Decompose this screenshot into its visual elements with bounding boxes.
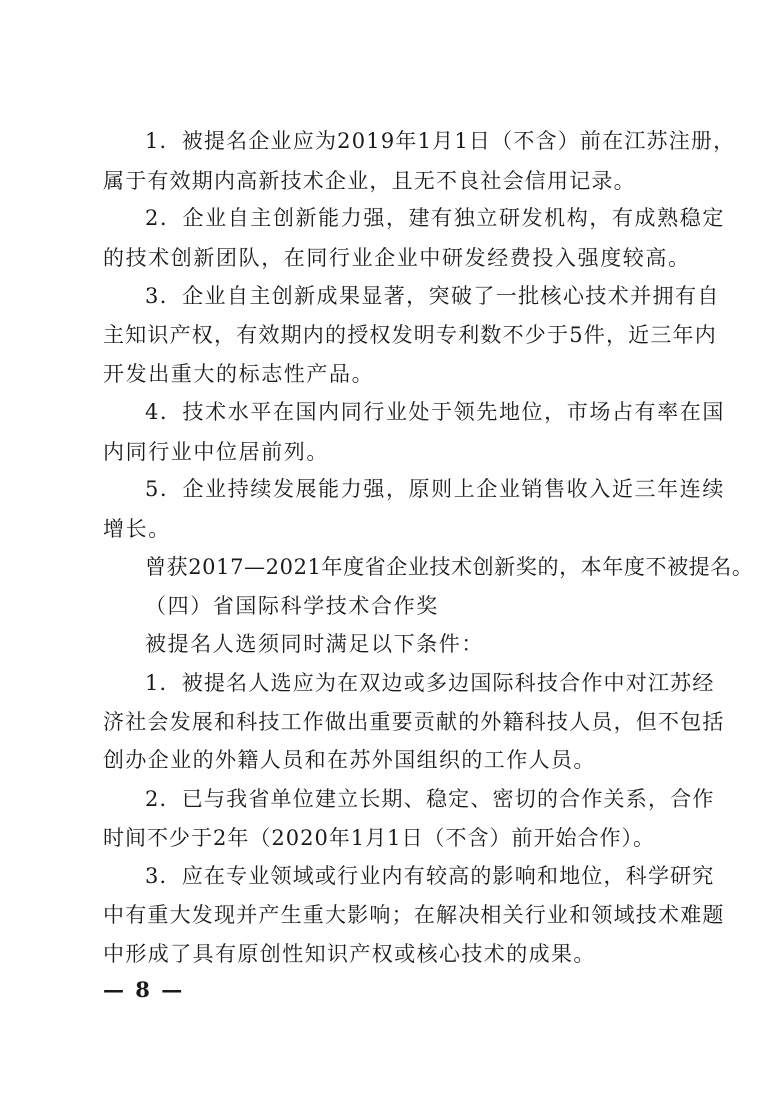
text-line: 主知识产权，有效期内的授权发明专利数不少于5件，近三年内 xyxy=(103,323,717,347)
text-line: 内同行业中位居前列。 xyxy=(103,440,329,464)
text-line: 被提名人选须同时满足以下条件： xyxy=(145,632,484,656)
text-line: 2．企业自主创新能力强，建有独立研发机构，有成熟稳定 xyxy=(145,206,725,230)
section-heading: （四）省国际科学技术合作奖 xyxy=(145,594,439,618)
text-line: 4．技术水平在国内同行业处于领先地位，市场占有率在国 xyxy=(145,400,725,424)
page-number: — 8 — xyxy=(103,977,185,1002)
text-line: 3．企业自主创新成果显著，突破了一批核心技术并拥有自 xyxy=(145,284,720,308)
text-line: 中形成了具有原创性知识产权或核心技术的成果。 xyxy=(103,942,596,966)
text-line: 中有重大发现并产生重大影响；在解决相关行业和领域技术难题 xyxy=(103,903,725,927)
text-line: 创办企业的外籍人员和在苏外国组织的工作人员。 xyxy=(103,748,596,772)
text-line: 增长。 xyxy=(103,517,171,541)
text-line: 曾获2017—2021年度省企业技术创新奖的，本年度不被提名。 xyxy=(145,555,754,579)
text-line: 1．被提名人选应为在双边或多边国际科技合作中对江苏经 xyxy=(145,671,715,695)
text-line: 时间不少于2年（2020年1月1日（不含）前开始合作）。 xyxy=(103,826,656,850)
text-line: 2．已与我省单位建立长期、稳定、密切的合作关系，合作 xyxy=(145,787,715,811)
text-line: 的技术创新团队，在同行业企业中研发经费投入强度较高。 xyxy=(103,246,691,270)
text-line: 济社会发展和科技工作做出重要贡献的外籍科技人员，但不包括 xyxy=(103,710,725,734)
text-line: 3．应在专业领域或行业内有较高的影响和地位，科学研究 xyxy=(145,864,715,888)
text-line: 1．被提名企业应为2019年1月1日（不含）前在江苏注册， xyxy=(145,129,736,153)
text-line: 开发出重大的标志性产品。 xyxy=(103,362,375,386)
text-line: 属于有效期内高新技术企业，且无不良社会信用记录。 xyxy=(103,169,636,193)
text-line: 5．企业持续发展能力强，原则上企业销售收入近三年连续 xyxy=(145,477,725,501)
